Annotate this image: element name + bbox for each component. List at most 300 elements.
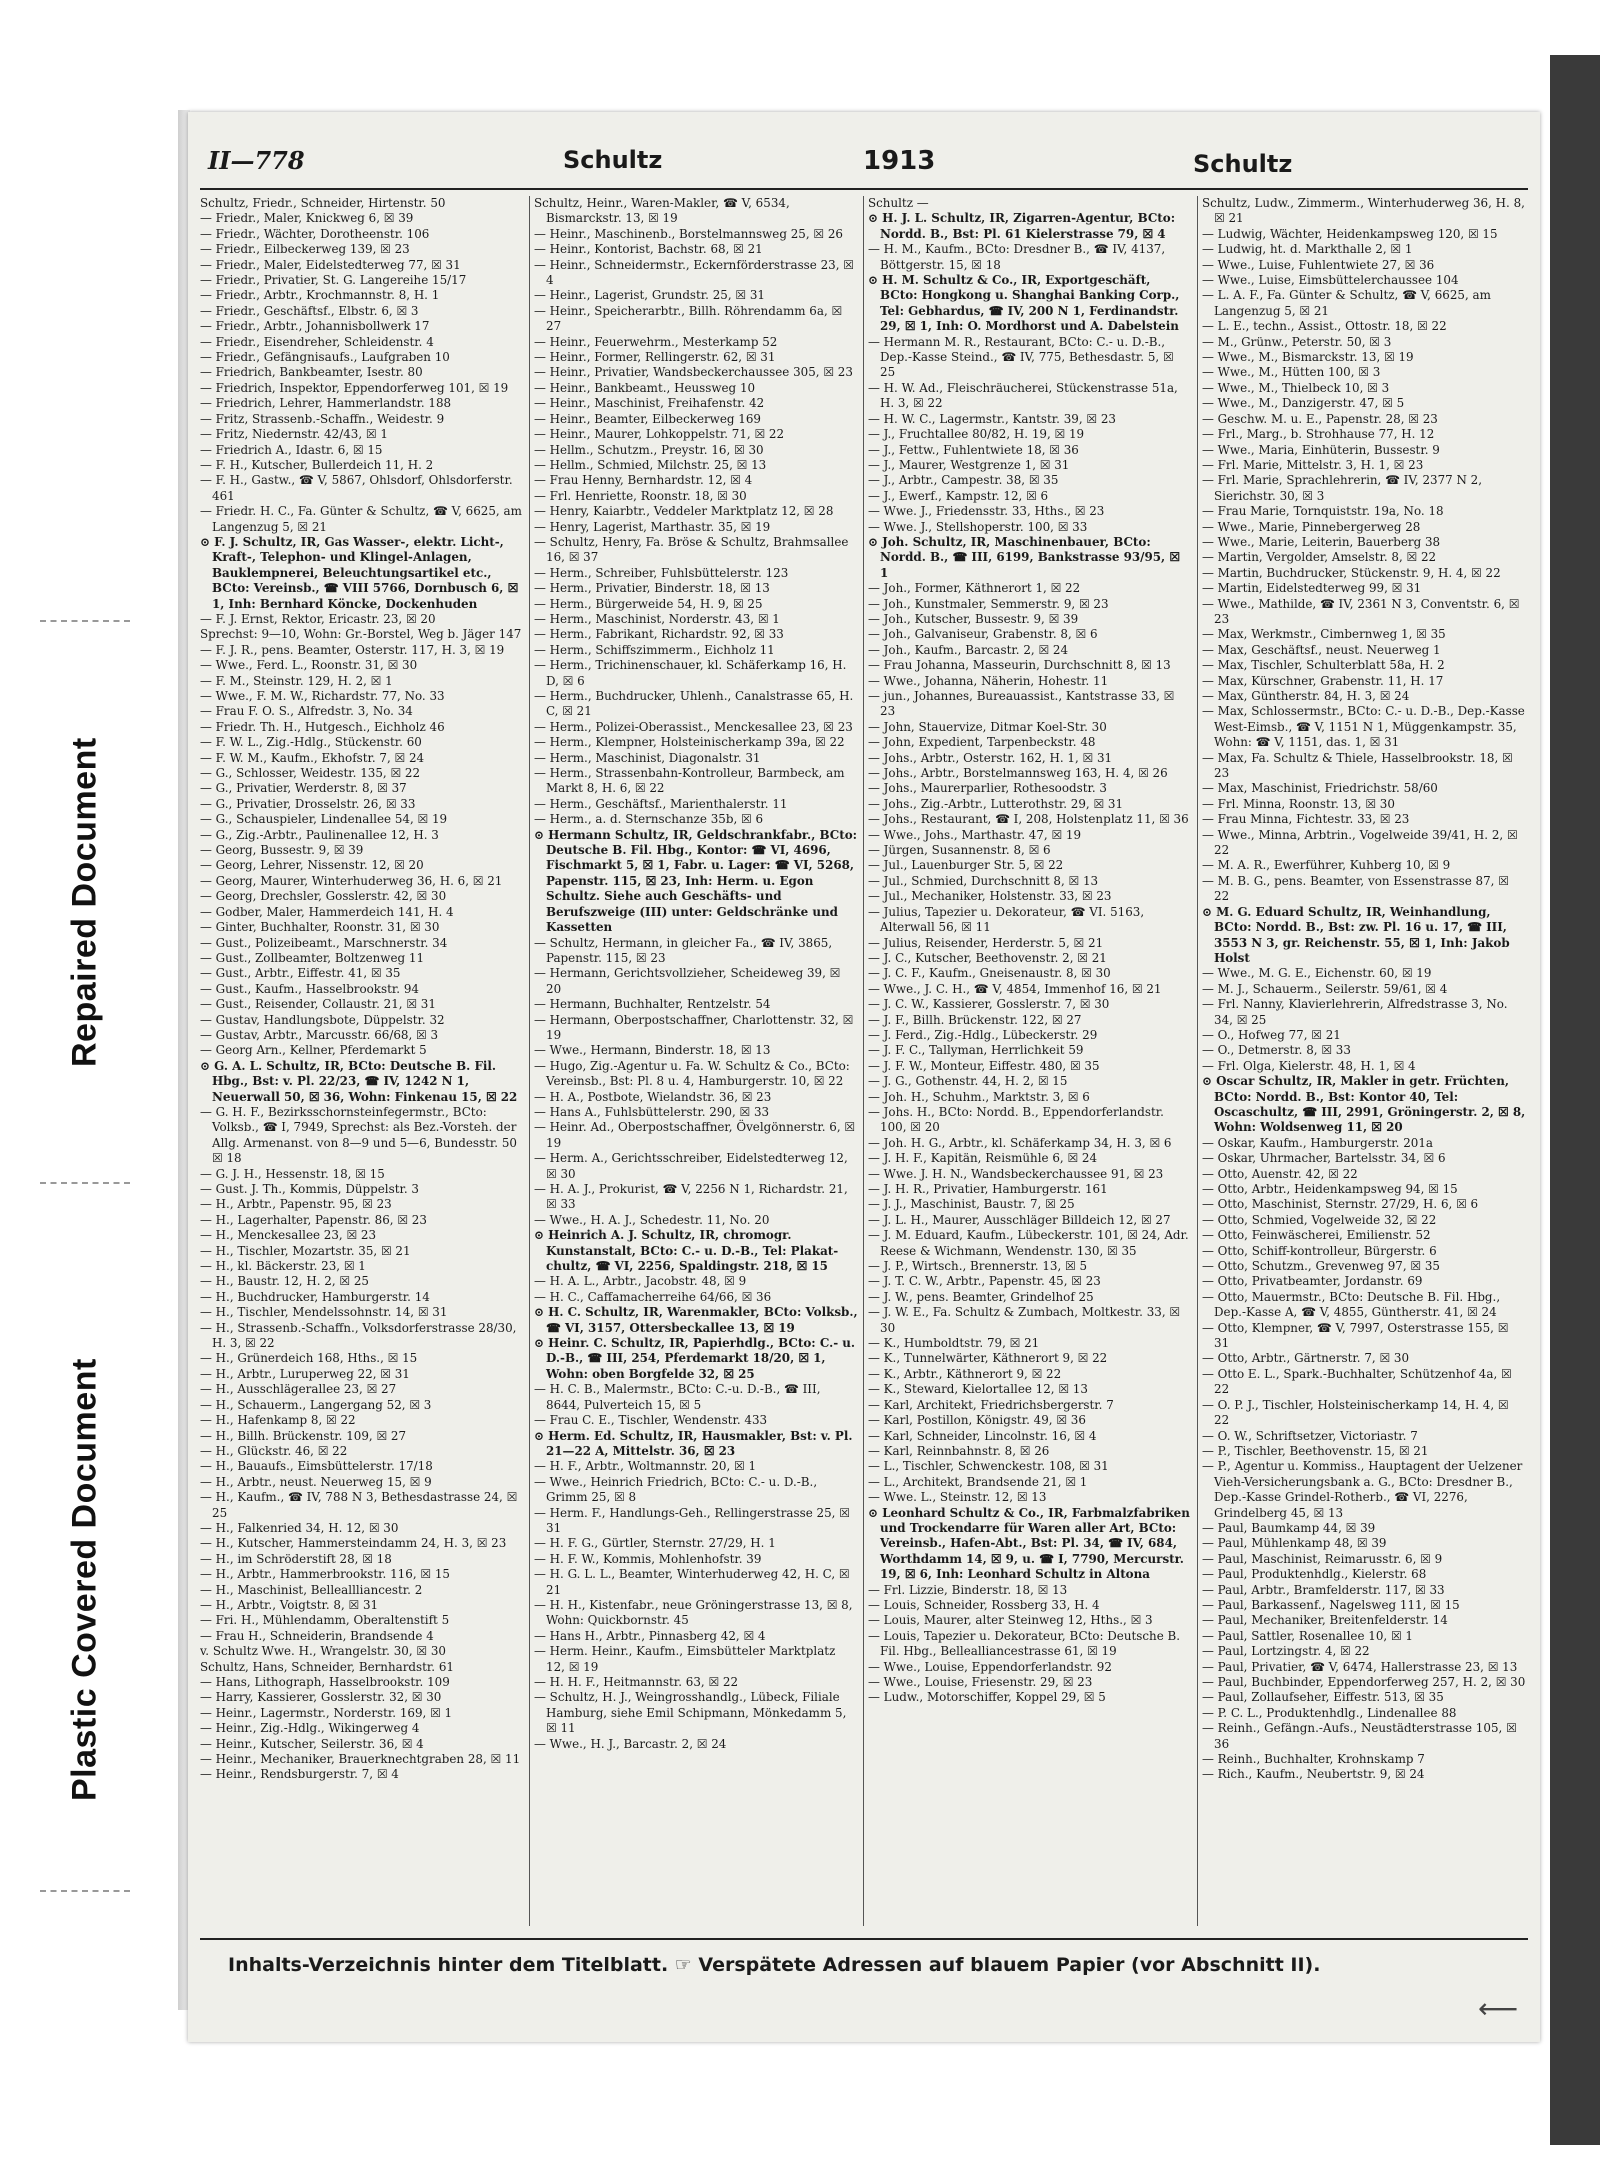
- directory-entry: — Hermann M. R., Restaurant, BCto: C.- u. D.-B., Dep.-Kasse Steind., ☎ IV, 775, Bethesdastr. 5, ☒ 25: [868, 334, 1174, 380]
- directory-entry: — G., Zig.-Arbtr., Paulinenallee 12, H. 3: [200, 827, 439, 842]
- directory-entry: — Otto, Schmied, Vogelweide 32, ☒ 22: [1202, 1212, 1437, 1227]
- running-head-left: Schultz: [563, 146, 663, 174]
- directory-entry: — H., Arbtr., Voigtstr. 8, ☒ 31: [200, 1597, 379, 1612]
- directory-entry: — Karl, Reinnbahnstr. 8, ☒ 26: [868, 1443, 1050, 1458]
- directory-entry: — Herm., Fabrikant, Richardstr. 92, ☒ 33: [534, 627, 784, 642]
- directory-entry: — H., Maschinist, Belleallliancestr. 2: [200, 1582, 423, 1597]
- directory-entry: — Paul, Zollaufseher, Eiffestr. 513, ☒ 35: [1202, 1690, 1444, 1705]
- directory-entry: — H. M., Kaufm., BCto: Dresdner B., ☎ IV, 4137, Böttgerstr. 15, ☒ 18: [868, 242, 1166, 272]
- directory-entry: — Otto, Privatbeamter, Jordanstr. 69: [1202, 1274, 1423, 1289]
- directory-entry: — Martin, Eidelstedterweg 99, ☒ 31: [1202, 581, 1422, 596]
- directory-entry: — Herm., a. d. Sternschanze 35b, ☒ 6: [534, 812, 764, 827]
- column-3: [868, 196, 1192, 1926]
- directory-entry: — Frl. Marie, Mittelstr. 3, H. 1, ☒ 23: [1202, 457, 1424, 472]
- directory-entry: — Herm. Heinr., Kaufm., Eimsbütteler Marktplatz 12, ☒ 19: [534, 1644, 836, 1674]
- directory-entry: — Louis, Tapezier u. Dekorateur, BCto: Deutsche B. Fil. Hbg., Bellealliancestrasse 61, ☒ 19: [868, 1628, 1181, 1659]
- directory-entry: — G., Privatier, Werderstr. 8, ☒ 37: [200, 781, 407, 796]
- directory-entry: — M. A. R., Ewerführer, Kuhberg 10, ☒ 9: [1202, 858, 1451, 873]
- scan-background-strip: [1550, 55, 1600, 2145]
- directory-entry: — Friedrich, Lehrer, Hammerlandstr. 188: [200, 396, 452, 411]
- directory-entry: — Julius, Reisender, Herderstr. 5, ☒ 21: [868, 935, 1104, 950]
- directory-entry: — Wwe., Johs., Marthastr. 47, ☒ 19: [868, 827, 1082, 842]
- directory-entry: — Friedrich, Bankbeamter, Isestr. 80: [200, 365, 423, 380]
- directory-entry: — Joh., Kutscher, Bussestr. 9, ☒ 39: [868, 611, 1079, 626]
- directory-entry: — Wwe., Louise, Eppendorferlandstr. 92: [868, 1659, 1112, 1674]
- directory-entry: — Max, Maschinist, Friedrichstr. 58/60: [1202, 781, 1438, 796]
- directory-entry: — Friedr. Th. H., Hutgesch., Eichholz 46: [200, 719, 445, 734]
- directory-entry: — Ludwig, ht. d. Markthalle 2, ☒ 1: [1202, 242, 1413, 257]
- directory-entry: — P. C. L., Produktenhdlg., Lindenallee 88: [1202, 1705, 1457, 1720]
- directory-entry: — Herm., Maschinist, Norderstr. 43, ☒ 1: [534, 611, 780, 626]
- directory-entry: — G., Privatier, Drosselstr. 26, ☒ 33: [200, 796, 416, 811]
- directory-entry: — Hellm., Schutzm., Preystr. 16, ☒ 30: [534, 442, 764, 457]
- directory-entry: — Wwe. J. H. N., Wandsbeckerchaussee 91, ☒ 23: [868, 1166, 1164, 1181]
- directory-entry: — Heinr., Lagermstr., Norderstr. 169, ☒ 1: [200, 1705, 453, 1720]
- directory-entry: — Wwe., Hermann, Binderstr. 18, ☒ 13: [534, 1043, 771, 1058]
- directory-entry: ⊙ Joh. Schultz, IR, Maschinenbauer, BCto: Nordd. B., ☎ III, 6199, Bankstrasse 93/95, ☒ 1: [868, 534, 1180, 580]
- directory-entry: — Paul, Mechaniker, Breitenfelderstr. 14: [1202, 1613, 1448, 1628]
- directory-entry: — Heinr., Beamter, Eilbeckerweg 169: [534, 411, 761, 426]
- directory-entry: — Friedr., Maler, Knickweg 6, ☒ 39: [200, 211, 414, 226]
- directory-entry: — John, Stauervize, Ditmar Koel-Str. 30: [868, 719, 1107, 734]
- directory-entry: — Heinr., Privatier, Wandsbeckerchaussee 305, ☒ 23: [534, 365, 853, 380]
- directory-entry: — Frl. Olga, Kielerstr. 48, H. 1, ☒ 4: [1202, 1058, 1416, 1073]
- directory-entry: — Johs., Maurerparlier, Rothesoodstr. 3: [868, 781, 1107, 796]
- column-divider: [863, 196, 864, 1926]
- directory-entry: — Gust., Zollbeamter, Boltzenweg 11: [200, 950, 425, 965]
- directory-entry: — Hugo, Zig.-Agentur u. Fa. W. Schultz & Co., BCto: Vereinsb., Bst: Pl. 8 u. 4, Hamburgerstr. 10, ☒ 22: [534, 1058, 850, 1089]
- column-divider: [1197, 196, 1198, 1926]
- directory-entry: — Max, Geschäftsf., neust. Neuerweg 1: [1202, 642, 1441, 657]
- directory-entry: — Julius, Tapezier u. Dekorateur, ☎ VI. 5163, Alterwall 56, ☒ 11: [868, 904, 1145, 935]
- directory-entry: — J., Maurer, Westgrenze 1, ☒ 31: [868, 457, 1070, 472]
- directory-entry: — J. H. F., Kapitän, Reismühle 6, ☒ 24: [868, 1151, 1098, 1166]
- directory-entry: — Heinr., Former, Rellingerstr. 62, ☒ 31: [534, 350, 776, 365]
- directory-entry: — H. A. J., Prokurist, ☎ V, 2256 N 1, Richardstr. 21, ☒ 33: [534, 1182, 848, 1212]
- directory-entry: — O., Detmerstr. 8, ☒ 33: [1202, 1043, 1351, 1058]
- footer-note: Inhalts-Verzeichnis hinter dem Titelblatt. ☞ Verspätete Adressen auf blauem Papier (vor Abschnitt II).: [228, 1954, 1321, 1976]
- directory-entry: — H., Glückstr. 46, ☒ 22: [200, 1443, 348, 1458]
- directory-entry: — Paul, Mühlenkamp 48, ☒ 39: [1202, 1536, 1387, 1551]
- page-header: [188, 146, 1540, 186]
- directory-entry: — Frl. Henriette, Roonstr. 18, ☒ 30: [534, 488, 747, 503]
- directory-entry: — Jürgen, Susannenstr. 8, ☒ 6: [868, 843, 1051, 858]
- directory-entry: — Johs., Arbtr., Borstelmannsweg 163, H. 4, ☒ 26: [868, 766, 1168, 781]
- directory-entry: — Martin, Buchdrucker, Stückenstr. 9, H. 4, ☒ 22: [1202, 565, 1501, 580]
- directory-entry: ⊙ Leonhard Schultz & Co., IR, Farbmalzfabriken und Trockendarre für Waren aller Art, BCto: Vereinsb., Hafen-Abt., Bst: Pl. 34, ☎ IV, 684, Worthdamm 14, ☒ 9, u. ☎ I, 7790, Mercurstr. 19, ☒ 6, Inh: Leonhard Schultz in Altona: [868, 1505, 1190, 1582]
- directory-entry: — H., Schauerm., Langergang 52, ☒ 3: [200, 1397, 432, 1412]
- directory-entry: — J. C. W., Kassierer, Gosslerstr. 7, ☒ 30: [868, 997, 1110, 1012]
- directory-entry: — Fritz, Strassenb.-Schaffn., Weidestr. 9: [200, 411, 445, 426]
- directory-entry: — Gust., Reisender, Collaustr. 21, ☒ 31: [200, 997, 436, 1012]
- directory-entry: — Reinh., Buchhalter, Krohnskamp 7: [1202, 1752, 1425, 1767]
- column-2: [534, 196, 858, 1926]
- directory-entry: — Gust. J. Th., Kommis, Düppelstr. 3: [200, 1182, 419, 1196]
- directory-entry: — M. J., Schauerm., Seilerstr. 59/61, ☒ 4: [1202, 981, 1448, 996]
- year-heading: 1913: [863, 146, 936, 176]
- directory-entry: — Joh. H. G., Arbtr., kl. Schäferkamp 34, H. 3, ☒ 6: [868, 1135, 1172, 1150]
- directory-entry: — G., Schauspieler, Lindenallee 54, ☒ 19: [200, 812, 448, 827]
- directory-entry: Schultz, Ludw., Zimmerm., Winterhuderweg 36, H. 8, ☒ 21: [1202, 196, 1525, 226]
- directory-entry: — Georg, Bussestr. 9, ☒ 39: [200, 843, 364, 858]
- directory-entry: — jun., Johannes, Bureauassist., Kantstrasse 33, ☒ 23: [868, 689, 1175, 719]
- directory-entry: — Heinr., Kontorist, Bachstr. 68, ☒ 21: [534, 242, 763, 257]
- directory-entry: — Heinr., Lagerist, Grundstr. 25, ☒ 31: [534, 288, 766, 303]
- directory-entry: — Schultz, Henry, Fa. Bröse & Schultz, Brahmsallee 16, ☒ 37: [534, 534, 849, 565]
- directory-entry: — Heinr., Feuerwehrm., Mesterkamp 52: [534, 334, 778, 349]
- directory-entry: — Hermann, Buchhalter, Rentzelstr. 54: [534, 997, 771, 1012]
- directory-entry: — Herm., Schreiber, Fuhlsbüttelerstr. 123: [534, 565, 789, 580]
- directory-entry: — Paul, Barkassenf., Nagelsweg 111, ☒ 15: [1202, 1597, 1460, 1612]
- directory-entry: — Hellm., Schmied, Milchstr. 25, ☒ 13: [534, 457, 767, 472]
- directory-entry: — Gust., Arbtr., Eiffestr. 41, ☒ 35: [200, 966, 401, 981]
- directory-entry: — Wwe., Minna, Arbtrin., Vogelweide 39/41, H. 2, ☒ 22: [1202, 827, 1518, 858]
- directory-entry: — L. E., techn., Assist., Ottostr. 18, ☒ 22: [1202, 319, 1447, 334]
- directory-entry: ⊙ G. A. L. Schultz, IR, BCto: Deutsche B. Fil. Hbg., Bst: v. Pl. 22/23, ☎ IV, 1242 N 1, Neuerwall 50, ☒ 36, Wohn: Finkenau 15, ☒ 22: [200, 1058, 518, 1104]
- directory-entry: — H. A., Postbote, Wielandstr. 36, ☒ 23: [534, 1089, 772, 1104]
- directory-entry: — H., Grünerdeich 168, Hths., ☒ 15: [200, 1351, 418, 1366]
- directory-entry: — Wwe., Ferd. L., Roonstr. 31, ☒ 30: [200, 658, 418, 673]
- directory-entry: — Frau Marie, Tornquiststr. 19a, No. 18: [1202, 504, 1444, 519]
- directory-entry: — Henry, Lagerist, Marthastr. 35, ☒ 19: [534, 519, 771, 534]
- directory-entry: — H., Billh. Brückenstr. 109, ☒ 27: [200, 1428, 407, 1443]
- directory-entry: — J. F. W., Monteur, Eiffestr. 480, ☒ 35: [868, 1058, 1100, 1073]
- directory-entry: — J. G., Gothenstr. 44, H. 2, ☒ 15: [868, 1074, 1068, 1089]
- directory-entry: — Wwe., M., Danzigerstr. 47, ☒ 5: [1202, 396, 1405, 411]
- directory-entry: — John, Expedient, Tarpenbeckstr. 48: [868, 735, 1096, 750]
- directory-entry: — J. F., Billh. Brückenstr. 122, ☒ 27: [868, 1012, 1082, 1027]
- directory-entry: — Oskar, Uhrmacher, Bartelsstr. 34, ☒ 6: [1202, 1151, 1446, 1166]
- directory-entry: — Joh., Former, Käthnerort 1, ☒ 22: [868, 581, 1081, 596]
- directory-entry: — L., Tischler, Schwenckestr. 108, ☒ 31: [868, 1459, 1109, 1474]
- directory-entry: — G. J. H., Hessenstr. 18, ☒ 15: [200, 1166, 385, 1181]
- directory-entry: — Hermann, Gerichtsvollzieher, Scheideweg 39, ☒ 20: [534, 966, 841, 996]
- directory-entry: — Hans, Lithograph, Hasselbrookstr. 109: [200, 1675, 450, 1689]
- directory-entry: — Friedr. H. C., Fa. Günter & Schultz, ☎ V, 6625, am Langenzug 5, ☒ 21: [200, 504, 522, 534]
- directory-entry: ⊙ Oscar Schultz, IR, Makler in getr. Früchten, BCto: Nordd. B., Bst: Kontor 40, Tel: Oscaschultz, ☎ III, 2991, Gröningerstr. 2, ☒ 8, Wohn: Woldsenweg 11, ☒ 20: [1202, 1074, 1526, 1135]
- directory-entry: — H., im Schröderstift 28, ☒ 18: [200, 1551, 392, 1566]
- directory-entry: — F. J. Ernst, Rektor, Ericastr. 23, ☒ 20: [200, 611, 436, 626]
- directory-entry: — Paul, Baumkamp 44, ☒ 39: [1202, 1520, 1376, 1535]
- directory-entry: — Wwe., M., Bismarckstr. 13, ☒ 19: [1202, 350, 1414, 365]
- directory-entry: — J. M. Eduard, Kaufm., Lübeckerstr. 101, ☒ 24, Adr. Reese & Wichmann, Wendenstr. 130, ☒ 35: [868, 1228, 1189, 1258]
- directory-entry: — H., Arbtr., Hammerbrookstr. 116, ☒ 15: [200, 1567, 450, 1582]
- directory-entry: — Rich., Kaufm., Neubertstr. 9, ☒ 24: [1202, 1767, 1425, 1782]
- directory-entry: — Heinr., Maschinenb., Borstelmannsweg 25, ☒ 26: [534, 226, 843, 241]
- directory-entry: Schultz, Heinr., Waren-Makler, ☎ V, 6534, Bismarckstr. 13, ☒ 19: [534, 196, 790, 226]
- directory-entry: — Otto, Schutzm., Grevenweg 97, ☒ 35: [1202, 1259, 1440, 1274]
- directory-entry: — Otto, Mauermstr., BCto: Deutsche B. Fil. Hbg., Dep.-Kasse A, ☎ V, 4855, Güntherstr. 41, ☒ 24: [1202, 1289, 1501, 1320]
- directory-entry: — Herm., Privatier, Binderstr. 18, ☒ 13: [534, 581, 770, 596]
- directory-entry: — H., Buchdrucker, Hamburgerstr. 14: [200, 1289, 430, 1304]
- directory-entry: — J. J., Maschinist, Baustr. 7, ☒ 25: [868, 1197, 1075, 1212]
- directory-entry: — J., Ewerf., Kampstr. 12, ☒ 6: [868, 488, 1049, 503]
- directory-entry: — Wwe. J., Friedensstr. 33, Hths., ☒ 23: [868, 504, 1105, 519]
- directory-entry: — G., Schlosser, Weidestr. 135, ☒ 22: [200, 766, 421, 781]
- directory-entry: — H., kl. Bäckerstr. 23, ☒ 1: [200, 1259, 366, 1274]
- directory-entry: — H. A. L., Arbtr., Jacobstr. 48, ☒ 9: [534, 1274, 747, 1289]
- directory-entry: — P., Tischler, Beethovenstr. 15, ☒ 21: [1202, 1443, 1429, 1458]
- page-number: II—778: [208, 146, 305, 175]
- directory-entry: — Otto, Feinwäscherei, Emilienstr. 52: [1202, 1228, 1431, 1243]
- directory-entry: — H. F. G., Gürtler, Sternstr. 27/29, H. 1: [534, 1536, 776, 1551]
- directory-entry: — Herm., Trichinenschauer, kl. Schäferkamp 16, H. D, ☒ 6: [534, 658, 847, 688]
- directory-entry: — Wwe. L., Steinstr. 12, ☒ 13: [868, 1490, 1047, 1505]
- directory-entry: — F. W. L., Zig.-Hdlg., Stückenstr. 60: [200, 735, 422, 750]
- directory-entry: — Herm., Schiffszimmerm., Eichholz 11: [534, 642, 775, 657]
- directory-entry: ⊙ Herm. Ed. Schultz, IR, Hausmakler, Bst: v. Pl. 21—22 A, Mittelstr. 36, ☒ 23: [534, 1428, 853, 1458]
- directory-entry: — Frl. Marie, Sprachlehrerin, ☎ IV, 2377 N 2, Sierichstr. 30, ☒ 3: [1202, 473, 1483, 503]
- directory-entry: — F. J. R., pens. Beamter, Osterstr. 117, H. 3, ☒ 19: [200, 642, 505, 657]
- directory-entry: — Paul, Maschinist, Reimarusstr. 6, ☒ 9: [1202, 1551, 1443, 1566]
- directory-entry: — J. F. C., Tallyman, Herrlichkeit 59: [868, 1043, 1084, 1058]
- directory-entry: — Max, Fa. Schultz & Thiele, Hasselbrookstr. 18, ☒ 23: [1202, 750, 1513, 781]
- directory-entry: — Frl. Minna, Roonstr. 13, ☒ 30: [1202, 796, 1395, 811]
- directory-entry: — M., Grünw., Peterstr. 50, ☒ 3: [1202, 334, 1392, 349]
- directory-entry: — H., Ausschlägerallee 23, ☒ 27: [200, 1382, 397, 1397]
- directory-entry: — H., Menckesallee 23, ☒ 23: [200, 1228, 377, 1243]
- directory-entry: — Herm., Geschäftsf., Marienthalerstr. 11: [534, 796, 788, 811]
- directory-entry: — J., Fettw., Fuhlentwiete 18, ☒ 36: [868, 442, 1079, 457]
- directory-entry: — J. L. H., Maurer, Ausschläger Billdeich 12, ☒ 27: [868, 1212, 1171, 1227]
- arrow-icon: ⟵: [1478, 1992, 1519, 2025]
- directory-entry: — H., Lagerhalter, Papenstr. 86, ☒ 23: [200, 1212, 427, 1227]
- directory-entry: — Karl, Postillon, Königstr. 49, ☒ 36: [868, 1413, 1086, 1428]
- directory-entry: — Godber, Maler, Hammerdeich 141, H. 4: [200, 904, 454, 919]
- directory-entry: — Max, Schlossermstr., BCto: C.- u. D.-B., Dep.-Kasse West-Eimsb., ☎ V, 1151 N 1, Müggenkampstr. 35, Wohn: ☎ V, 1151, das. 1, ☒ 31: [1202, 704, 1525, 750]
- directory-entry: — Paul, Privatier, ☎ V, 6474, Hallerstrasse 23, ☒ 13: [1202, 1659, 1518, 1674]
- directory-entry: — Gustav, Handlungsbote, Düppelstr. 32: [200, 1012, 445, 1027]
- repaired-document-label: Repaired Document: [40, 620, 130, 1184]
- directory-entry: — Wwe., Marie, Pinnebergerweg 28: [1202, 519, 1421, 534]
- directory-entry: — Henry, Kaiarbtr., Veddeler Marktplatz 12, ☒ 28: [534, 504, 834, 519]
- directory-entry: ⊙ H. C. Schultz, IR, Warenmakler, BCto: Volksb., ☎ VI, 3157, Ottersbeckallee 13, ☒ 19: [534, 1305, 858, 1335]
- directory-entry: — Otto, Arbtr., Gärtnerstr. 7, ☒ 30: [1202, 1351, 1410, 1366]
- directory-entry: — Otto E. L., Spark.-Buchhalter, Schützenhof 4a, ☒ 22: [1202, 1366, 1512, 1397]
- directory-entry: — Fritz, Niedernstr. 42/43, ☒ 1: [200, 427, 388, 442]
- directory-entry: — Karl, Architekt, Friedrichsbergerstr. 7: [868, 1397, 1114, 1412]
- directory-entry: — Joh. H., Schuhm., Marktstr. 3, ☒ 6: [868, 1089, 1090, 1104]
- directory-entry: — Herm., Bürgerweide 54, H. 9, ☒ 25: [534, 596, 763, 611]
- directory-entry: — Paul, Buchbinder, Eppendorferweg 257, H. 2, ☒ 30: [1202, 1675, 1526, 1689]
- directory-entry: — Frl., Marg., b. Strohhause 77, H. 12: [1202, 427, 1435, 442]
- directory-entry: — H. H., Kistenfabr., neue Gröningerstrasse 13, ☒ 8, Wohn: Quickbornstr. 45: [534, 1597, 853, 1628]
- directory-entry: — Herm. F., Handlungs-Geh., Rellingerstrasse 25, ☒ 31: [534, 1505, 850, 1535]
- directory-entry: — P., Agentur u. Kommiss., Hauptagent der Uelzener Vieh-Versicherungsbank a. G., BCto: Dresdner B., Dep.-Kasse Grindel-Rotherb., ☎ VI, 2276, Grindelberg 45, ☒ 13: [1202, 1459, 1523, 1520]
- column-4: [1202, 196, 1526, 1926]
- directory-entry: — Otto, Auenstr. 42, ☒ 22: [1202, 1166, 1358, 1181]
- directory-entry: — K., Arbtr., Käthnerort 9, ☒ 22: [868, 1366, 1062, 1381]
- directory-entry: — O. P. J., Tischler, Holsteinischerkamp 14, H. 4, ☒ 22: [1202, 1397, 1509, 1428]
- directory-entry: — Wwe., Luise, Fuhlentwiete 27, ☒ 36: [1202, 257, 1435, 272]
- directory-entry: Schultz, Friedr., Schneider, Hirtenstr. 50: [200, 196, 446, 210]
- directory-entry: — Ginter, Buchhalter, Roonstr. 31, ☒ 30: [200, 920, 440, 935]
- directory-entry: ⊙ M. G. Eduard Schultz, IR, Weinhandlung, BCto: Nordd. B., Bst: zw. Pl. 16 u. 17, ☎ III, 3553 N 3, gr. Reichenstr. 55, ☒ 1, Inh: Jakob Holst: [1202, 904, 1510, 965]
- directory-entry: — J. W. E., Fa. Schultz & Zumbach, Moltkestr. 33, ☒ 30: [868, 1305, 1181, 1335]
- directory-entry: — Ludw., Motorschiffer, Koppel 29, ☒ 5: [868, 1690, 1106, 1705]
- directory-entry: — Hans H., Arbtr., Pinnasberg 42, ☒ 4: [534, 1628, 766, 1643]
- directory-entry: — H., Arbtr., Luruperweg 22, ☒ 31: [200, 1366, 410, 1381]
- directory-entry: — Max, Güntherstr. 84, H. 3, ☒ 24: [1202, 689, 1410, 703]
- directory-entry: — Friedr., Arbtr., Krochmannstr. 8, H. 1: [200, 288, 440, 303]
- directory-entry: — Louis, Maurer, alter Steinweg 12, Hths., ☒ 3: [868, 1613, 1153, 1628]
- directory-entry: — Friedr., Privatier, St. G. Langereihe 15/17: [200, 273, 467, 288]
- directory-entry: — Georg, Maurer, Winterhuderweg 36, H. 6, ☒ 21: [200, 873, 503, 888]
- directory-entry: — K., Humboldtstr. 79, ☒ 21: [868, 1336, 1040, 1351]
- directory-entry: — F. H., Gastw., ☎ V, 5867, Ohlsdorf, Ohlsdorferstr. 461: [200, 473, 513, 503]
- directory-entry: — Friedrich, Inspektor, Eppendorferweg 101, ☒ 19: [200, 380, 509, 395]
- footer-rule: [200, 1938, 1528, 1940]
- directory-entry: — Jul., Schmied, Durchschnitt 8, ☒ 13: [868, 873, 1099, 888]
- directory-entry: — Karl, Schneider, Lincolnstr. 16, ☒ 4: [868, 1428, 1097, 1443]
- directory-entry: — H., Kutscher, Hammersteindamm 24, H. 3, ☒ 23: [200, 1536, 507, 1551]
- directory-entry: — Wwe., Mathilde, ☎ IV, 2361 N 3, Conventstr. 6, ☒ 23: [1202, 596, 1520, 626]
- directory-entry: — H., Arbtr., neust. Neuerweg 15, ☒ 9: [200, 1474, 432, 1489]
- directory-entry: — Friedr., Gefängnisaufs., Laufgraben 10: [200, 350, 450, 365]
- directory-entry: — Friedr., Arbtr., Johannisbollwerk 17: [200, 319, 430, 334]
- directory-entry: — Heinr., Mechaniker, Brauerknechtgraben 28, ☒ 11: [200, 1752, 521, 1767]
- directory-entry: — H., Arbtr., Papenstr. 95, ☒ 23: [200, 1197, 392, 1212]
- directory-entry: — Ludwig, Wächter, Heidenkampsweg 120, ☒ 15: [1202, 226, 1498, 241]
- directory-entry: ⊙ Heinr. C. Schultz, IR, Papierhdlg., BCto: C.- u. D.-B., ☎ III, 254, Pferdemarkt 18/20, ☒ 1, Wohn: oben Borgfelde 32, ☒ 25: [534, 1336, 856, 1381]
- directory-entry: — Gust., Polizeibeamt., Marschnerstr. 34: [200, 935, 448, 950]
- directory-entry: — Wwe. J., Stellshoperstr. 100, ☒ 33: [868, 519, 1088, 534]
- directory-entry: — Louis, Schneider, Rossberg 33, H. 4: [868, 1597, 1100, 1612]
- directory-entry: — Schultz, H. J., Weingrosshandlg., Lübeck, Filiale Hamburg, siehe Emil Schipmann, Mönkedamm 5, ☒ 11: [534, 1690, 847, 1736]
- directory-entry: — Friedr., Wächter, Dorotheenstr. 106: [200, 226, 430, 241]
- directory-entry: — Georg Arn., Kellner, Pferdemarkt 5: [200, 1043, 427, 1058]
- directory-entry: — Wwe., Luise, Eimsbüttelerchaussee 104: [1202, 273, 1459, 288]
- directory-entry: — F. M., Steinstr. 129, H. 2, ☒ 1: [200, 673, 393, 688]
- directory-entry: — Jul., Lauenburger Str. 5, ☒ 22: [868, 858, 1064, 873]
- directory-entry: — H. F. W., Kommis, Mohlenhofstr. 39: [534, 1551, 762, 1566]
- directory-entry: — Frau F. O. S., Alfredstr. 3, No. 34: [200, 704, 413, 719]
- directory-entry: — Heinr., Zig.-Hdlg., Wikingerweg 4: [200, 1721, 420, 1736]
- directory-entry: — Max, Kürschner, Grabenstr. 11, H. 17: [1202, 673, 1444, 688]
- directory-entry: — F. H., Kutscher, Bullerdeich 11, H. 2: [200, 457, 434, 472]
- directory-entry: — Wwe., M. G. E., Eichenstr. 60, ☒ 19: [1202, 966, 1432, 981]
- directory-entry: — Johs., Restaurant, ☎ I, 208, Holstenplatz 11, ☒ 36: [868, 812, 1189, 827]
- directory-entry: — Paul, Arbtr., Bramfelderstr. 117, ☒ 33: [1202, 1582, 1445, 1597]
- directory-entry: — Herm., Polizei-Oberassist., Menckesallee 23, ☒ 23: [534, 719, 853, 734]
- directory-entry: — Heinr., Schneidermstr., Eckernförderstrasse 23, ☒ 4: [534, 257, 854, 288]
- directory-entry: — Paul, Produktenhdlg., Kielerstr. 68: [1202, 1567, 1427, 1582]
- directory-entry: — H., Tischler, Mendelssohnstr. 14, ☒ 31: [200, 1305, 448, 1320]
- directory-entry: — Otto, Arbtr., Heidenkampsweg 94, ☒ 15: [1202, 1182, 1458, 1196]
- directory-entry: — Wwe., H. A. J., Schedestr. 11, No. 20: [534, 1212, 770, 1227]
- directory-entry: — Geschw. M. u. E., Papenstr. 28, ☒ 23: [1202, 411, 1438, 426]
- directory-entry: — Friedr., Geschäftsf., Elbstr. 6, ☒ 3: [200, 303, 419, 318]
- directory-entry: — Johs., Arbtr., Osterstr. 162, H. 1, ☒ 31: [868, 750, 1113, 765]
- directory-entry: — G. H. F., Bezirksschornsteinfegermstr., BCto: Volksb., ☎ I, 7949, Sprechst: als Bez.-Vorsteh. der Allg. Armenanst. von 8—9 und 5—6, Bundesstr. 50 ☒ 18: [200, 1104, 517, 1166]
- directory-entry: — Otto, Klempner, ☎ V, 7997, Osterstrasse 155, ☒ 31: [1202, 1320, 1509, 1351]
- directory-entry: — Wwe., Marie, Leiterin, Bauerberg 38: [1202, 534, 1441, 549]
- directory-entry: — Joh., Kunstmaler, Semmerstr. 9, ☒ 23: [868, 596, 1109, 611]
- directory-entry: — H., Hafenkamp 8, ☒ 22: [200, 1413, 356, 1428]
- directory-entry: — Joh., Galvaniseur, Grabenstr. 8, ☒ 6: [868, 627, 1098, 642]
- directory-entry: — H., Strassenb.-Schaffn., Volksdorferstrasse 28/30, H. 3, ☒ 22: [200, 1320, 517, 1351]
- directory-entry: ⊙ H. J. L. Schultz, IR, Zigarren-Agentur, BCto: Nordd. B., Bst: Pl. 61 Kielerstrasse 79, ☒ 4: [868, 211, 1176, 241]
- directory-entry: — Wwe., F. M. W., Richardstr. 77, No. 33: [200, 689, 445, 703]
- directory-entry: — Heinr., Bankbeamt., Heussweg 10: [534, 380, 756, 395]
- directory-entry: — Wwe., H. J., Barcastr. 2, ☒ 24: [534, 1736, 727, 1751]
- directory-entry: — Herm., Klempner, Holsteinischerkamp 39a, ☒ 22: [534, 735, 845, 750]
- directory-entry: — J., Fruchtallee 80/82, H. 19, ☒ 19: [868, 427, 1085, 442]
- directory-entry: — Martin, Vergolder, Amselstr. 8, ☒ 22: [1202, 550, 1437, 565]
- directory-entry: — H., Tischler, Mozartstr. 35, ☒ 21: [200, 1243, 411, 1258]
- directory-entry: — Paul, Lortzingstr. 4, ☒ 22: [1202, 1644, 1370, 1659]
- plastic-covered-document-label: Plastic Covered Document: [40, 1270, 130, 1892]
- directory-entry: — Wwe., M., Hütten 100, ☒ 3: [1202, 365, 1381, 380]
- directory-entry: — Johs., Zig.-Arbtr., Lutterothstr. 29, ☒ 31: [868, 796, 1124, 811]
- directory-entry: — Heinr., Kutscher, Seilerstr. 36, ☒ 4: [200, 1736, 424, 1751]
- directory-entry: — Frau Minna, Fichtestr. 33, ☒ 23: [1202, 812, 1410, 827]
- directory-entry: — H. C., Caffamacherreihe 64/66, ☒ 36: [534, 1289, 772, 1304]
- directory-entry: — Herm., Buchdrucker, Uhlenh., Canalstrasse 65, H. C, ☒ 21: [534, 689, 854, 719]
- directory-entry: v. Schultz Wwe. H., Wrangelstr. 30, ☒ 30: [200, 1644, 446, 1659]
- directory-entry: — J., Arbtr., Campestr. 38, ☒ 35: [868, 473, 1059, 488]
- directory-entry: — Heinr., Rendsburgerstr. 7, ☒ 4: [200, 1767, 399, 1782]
- directory-entry: — Oskar, Kaufm., Hamburgerstr. 201a: [1202, 1135, 1434, 1150]
- directory-entry: — Wwe., Maria, Einhüterin, Bussestr. 9: [1202, 442, 1440, 457]
- directory-entry: — H. C. B., Malermstr., BCto: C.-u. D.-B., ☎ III, 8644, Pulverteich 15, ☒ 5: [534, 1382, 821, 1412]
- directory-entry: — Friedrich A., Idastr. 6, ☒ 15: [200, 442, 383, 457]
- directory-entry: — Wwe., M., Thielbeck 10, ☒ 3: [1202, 380, 1390, 395]
- directory-entry: — Fri. H., Mühlendamm, Oberaltenstift 5: [200, 1613, 450, 1628]
- directory-entry: — Heinr., Maschinist, Freihafenstr. 42: [534, 396, 765, 411]
- directory-entry: — Max, Tischler, Schulterblatt 58a, H. 2: [1202, 658, 1445, 673]
- directory-entry: — Heinr. Ad., Oberpostschaffner, Övelgönnerstr. 6, ☒ 19: [534, 1120, 856, 1150]
- running-head-right: Schultz: [1193, 150, 1293, 178]
- directory-entry: — Jul., Mechaniker, Holstenstr. 33, ☒ 23: [868, 889, 1112, 904]
- directory-entry: — J. W., pens. Beamter, Grindelhof 25: [868, 1289, 1094, 1304]
- directory-columns: [200, 196, 1528, 1926]
- directory-entry: — Frau C. E., Tischler, Wendenstr. 433: [534, 1413, 768, 1428]
- directory-entry: — F. W. M., Kaufm., Ekhofstr. 7, ☒ 24: [200, 750, 425, 765]
- directory-entry: — Wwe., Johanna, Näherin, Hohestr. 11: [868, 673, 1109, 688]
- directory-entry: — H. H. F., Heitmannstr. 63, ☒ 22: [534, 1675, 739, 1689]
- directory-entry: — Gustav, Arbtr., Marcusstr. 66/68, ☒ 3: [200, 1027, 439, 1042]
- directory-entry: — Wwe., Heinrich Friedrich, BCto: C.- u. D.-B., Grimm 25, ☒ 8: [534, 1474, 818, 1505]
- directory-entry: — J. C., Kutscher, Beethovenstr. 2, ☒ 21: [868, 950, 1107, 965]
- directory-entry: — J. H. R., Privatier, Hamburgerstr. 161: [868, 1182, 1108, 1196]
- directory-entry: — O., Hofweg 77, ☒ 21: [1202, 1027, 1341, 1042]
- directory-entry: — H., Falkenried 34, H. 12, ☒ 30: [200, 1520, 399, 1535]
- directory-entry: Schultz, Hans, Schneider, Bernhardstr. 61: [200, 1659, 454, 1674]
- directory-entry: — Friedr., Eisendreher, Schleidenstr. 4: [200, 334, 434, 349]
- directory-entry: Schultz —: [868, 196, 929, 210]
- directory-entry: — Gust., Kaufm., Hasselbrookstr. 94: [200, 981, 419, 996]
- directory-entry: — J. P., Wirtsch., Brennerstr. 13, ☒ 5: [868, 1259, 1088, 1274]
- directory-entry: — Friedr., Eilbeckerweg 139, ☒ 23: [200, 242, 410, 257]
- directory-entry: — Herm. A., Gerichtsschreiber, Eidelstedterweg 12, ☒ 30: [534, 1151, 848, 1181]
- column-1: [200, 196, 524, 1926]
- directory-entry: — K., Tunnelwärter, Käthnerort 9, ☒ 22: [868, 1351, 1108, 1366]
- directory-entry: — Reinh., Gefängn.-Aufs., Neustädterstrasse 105, ☒ 36: [1202, 1721, 1517, 1751]
- directory-entry: — Frau Henny, Bernhardstr. 12, ☒ 4: [534, 473, 753, 488]
- header-rule: [200, 188, 1528, 190]
- directory-entry: — Heinr., Maurer, Lohkoppelstr. 71, ☒ 22: [534, 427, 785, 442]
- directory-entry: — J. Ferd., Zig.-Hdlg., Lübeckerstr. 29: [868, 1027, 1098, 1042]
- directory-entry: ⊙ Hermann Schultz, IR, Geldschrankfabr., BCto: Deutsche B. Fil. Hbg., Kontor: ☎ VI, 4696, Fischmarkt 5, ☒ 1, Fabr. u. Lager: ☎ VI, 5268, Papenstr. 115, ☒ 23, Inh: Herm. u. Egon Schultz. Siehe auch Geschäfts- und Berufszweige (III) unter: Geldschränke und Kassetten: [534, 827, 858, 935]
- directory-entry: — H., Bauaufs., Eimsbüttelerstr. 17/18: [200, 1459, 433, 1474]
- directory-entry: Sprechst: 9—10, Wohn: Gr.-Borstel, Weg b. Jäger 147: [200, 627, 522, 642]
- directory-entry: — Joh., Kaufm., Barcastr. 2, ☒ 24: [868, 642, 1069, 657]
- directory-entry: ⊙ F. J. Schultz, IR, Gas Wasser-, elektr. Licht-, Kraft-, Telephon- und Klingel-Anlagen, Bauklempnerei, Beleuchtungsartikel etc., BCto: Vereinsb., ☎ VIII 5766, Dornbusch 6, ☒ 1, Inh: Bernhard Köncke, Dockenhuden: [200, 534, 519, 611]
- directory-entry: — L. A. F., Fa. Günter & Schultz, ☎ V, 6625, am Langenzug 5, ☒ 21: [1202, 288, 1491, 318]
- directory-entry: — Otto, Schiff-kontrolleur, Bürgerstr. 6: [1202, 1243, 1437, 1258]
- directory-entry: — M. B. G., pens. Beamter, von Essenstrasse 87, ☒ 22: [1202, 873, 1509, 904]
